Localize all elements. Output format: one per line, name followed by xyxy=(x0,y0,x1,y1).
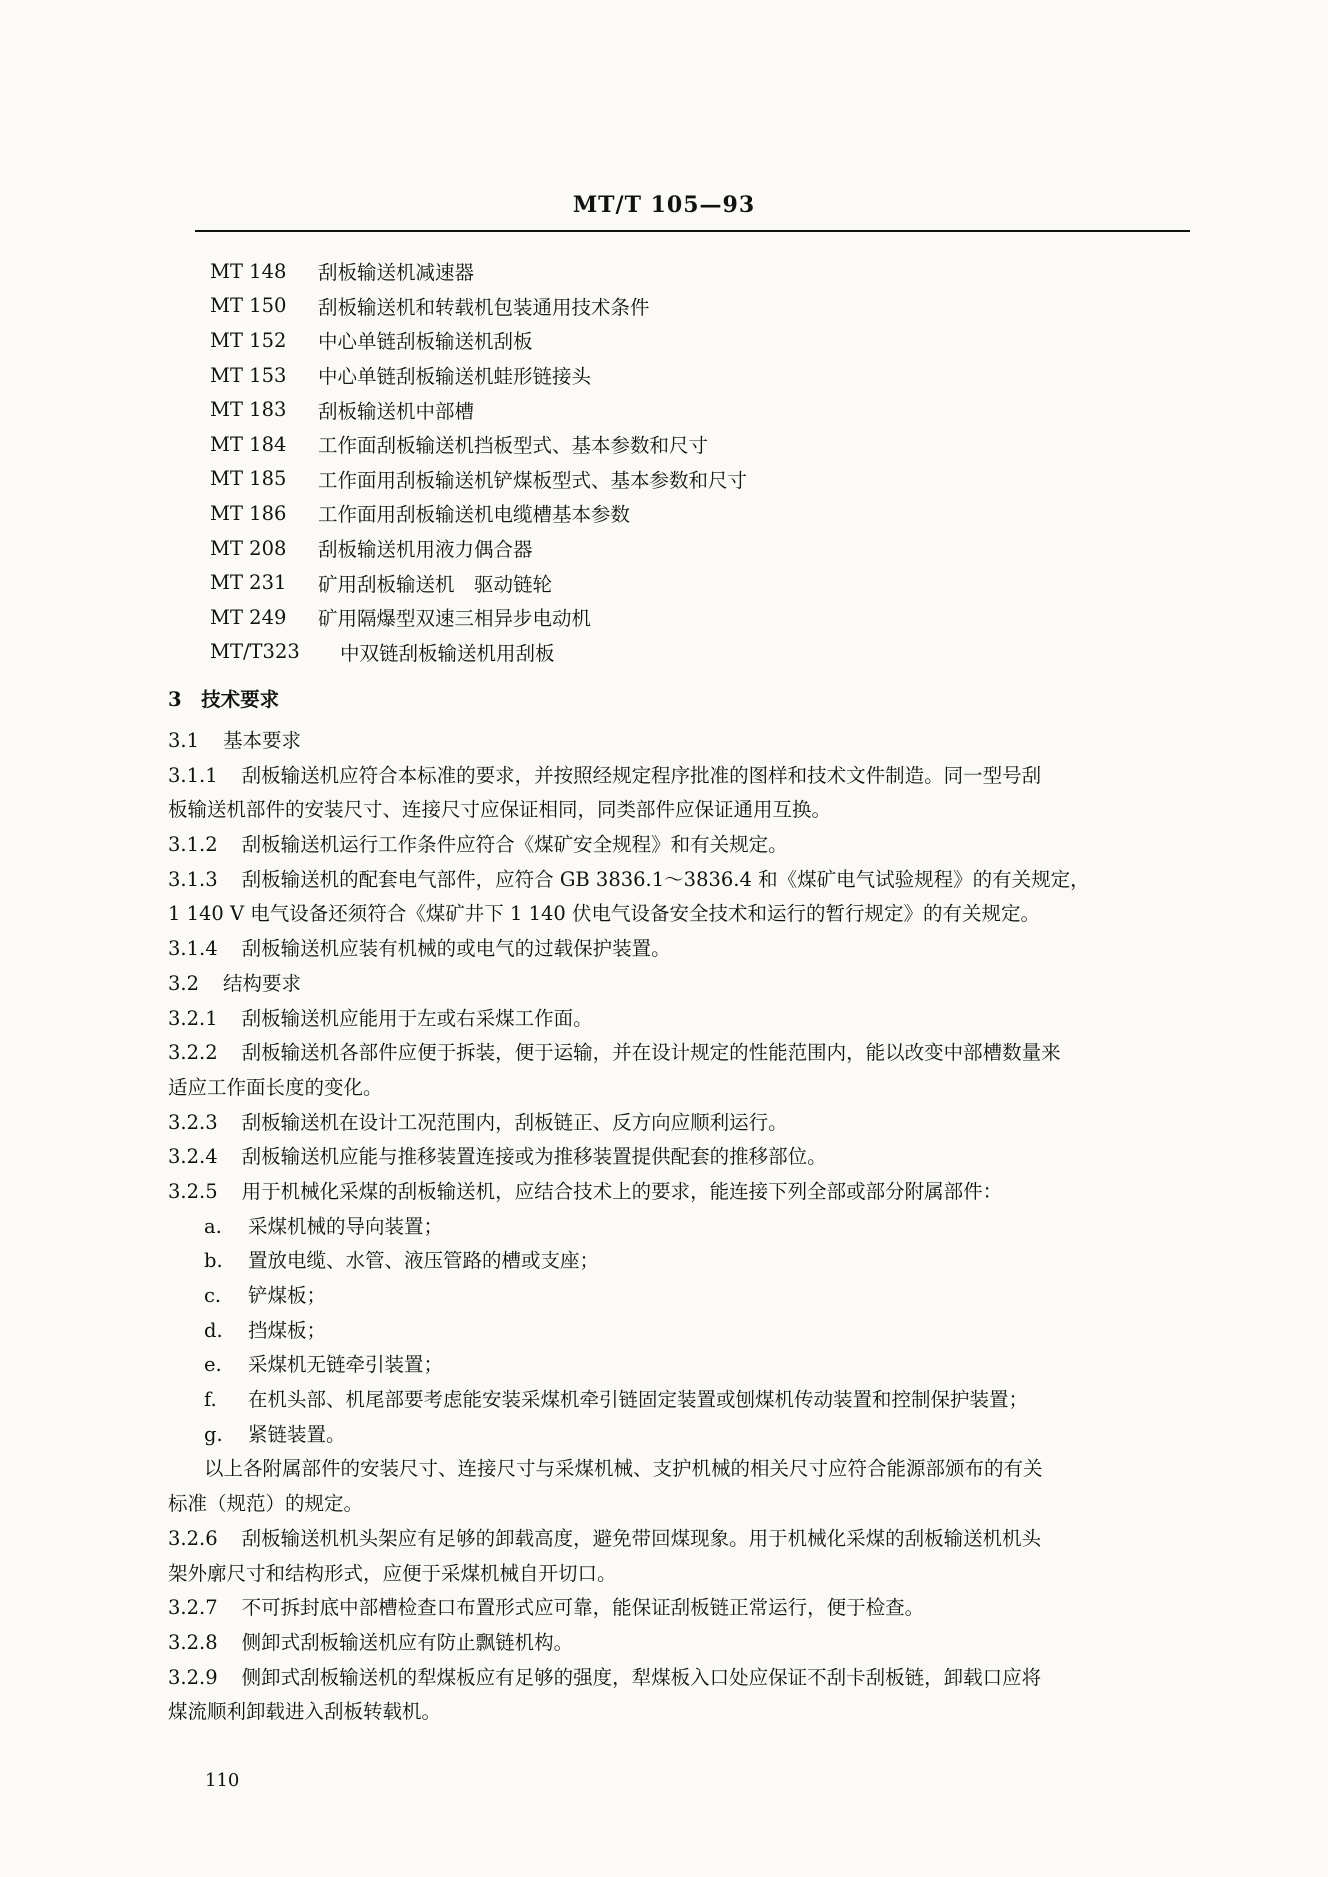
clause-number: 3.2.6 xyxy=(168,1526,218,1550)
list-item xyxy=(210,323,747,358)
std-code: MT 185 xyxy=(210,467,287,491)
item-text: 采煤机械的导向装置； xyxy=(248,1214,444,1238)
clause-text: 刮板输送机的配套电气部件，应符合 GB 3836.1～3836.4 和《煤矿电气试验规程》的有关规定， xyxy=(241,867,1090,891)
item-text: 挡煤板； xyxy=(248,1318,327,1342)
page-number: 110 xyxy=(205,1770,240,1791)
item-text: 置放电缆、水管、液压管路的槽或支座； xyxy=(248,1249,600,1273)
clause-text: 刮板输送机在设计工况范围内，刮板链正、反方向应顺利运行。 xyxy=(241,1110,788,1134)
std-title: 矿用刮板输送机 驱动链轮 xyxy=(318,572,553,596)
std-title: 中心单链刮板输送机刮板 xyxy=(318,330,533,354)
clause-3-1-3-cont: 1 140 V 电气设备还须符合《煤矿井下 1 140 伏电气设备安全技术和运行的暂行规定》的有关规定。 xyxy=(168,902,1041,926)
list-item xyxy=(168,1418,1198,1453)
std-code: MT 148 xyxy=(210,259,287,283)
clause-text: 刮板输送机应装有机械的或电气的过载保护装置。 xyxy=(241,937,671,961)
std-title: 刮板输送机减速器 xyxy=(318,261,475,285)
clause-number: 3.2.2 xyxy=(168,1041,218,1065)
item-marker: b. xyxy=(204,1249,223,1273)
section-title: 3 技术要求 xyxy=(168,688,280,711)
clause-number: 3.2.8 xyxy=(168,1630,218,1654)
list-item xyxy=(210,462,747,497)
std-title: 工作面用刮板输送机电缆槽基本参数 xyxy=(318,503,631,527)
clause-number: 3.2.3 xyxy=(168,1110,218,1134)
std-code: MT 152 xyxy=(210,328,287,352)
item-marker: g. xyxy=(204,1422,223,1446)
clause-text: 侧卸式刮板输送机的犁煤板应有足够的强度，犁煤板入口处应保证不刮卡刮板链，卸载口应将 xyxy=(241,1665,1042,1689)
clause-title: 结构要求 xyxy=(223,971,302,995)
item-marker: e. xyxy=(204,1353,222,1377)
std-title: 刮板输送机和转载机包装通用技术条件 xyxy=(318,295,650,319)
section-3-body xyxy=(168,682,1198,1730)
clause-number: 3.2.4 xyxy=(168,1145,218,1169)
item-text: 在机头部、机尾部要考虑能安装采煤机牵引链固定装置或刨煤机传动装置和控制保护装置； xyxy=(248,1388,1029,1412)
list-item xyxy=(210,427,747,462)
std-code: MT/T323 xyxy=(210,640,300,664)
std-title: 中心单链刮板输送机蛙形链接头 xyxy=(318,365,592,389)
clause-3-2-3 xyxy=(168,1106,1198,1141)
clause-number: 3.2.9 xyxy=(168,1665,218,1689)
clause-3-2-4 xyxy=(168,1140,1198,1175)
clause-3-2-6-cont: 架外廓尺寸和结构形式，应便于采煤机械自开切口。 xyxy=(168,1561,617,1585)
list-item xyxy=(210,358,747,393)
std-code: MT 231 xyxy=(210,571,287,595)
list-item xyxy=(210,289,747,324)
list-item xyxy=(210,496,747,531)
item-marker: f. xyxy=(204,1388,217,1412)
std-code: MT 186 xyxy=(210,501,287,525)
clause-text: 不可拆封底中部槽检查口布置形式应可靠，能保证刮板链正常运行，便于检查。 xyxy=(241,1596,925,1620)
clause-text: 用于机械化采煤的刮板输送机，应结合技术上的要求，能连接下列全部或部分附属部件： xyxy=(241,1179,1003,1203)
clause-number: 3.1.2 xyxy=(168,833,218,857)
list-item xyxy=(210,254,747,289)
std-title: 刮板输送机中部槽 xyxy=(318,399,475,423)
clause-text: 刮板输送机各部件应便于拆装，便于运输，并在设计规定的性能范围内，能以改变中部槽数量来 xyxy=(241,1041,1061,1065)
std-title: 刮板输送机用液力偶合器 xyxy=(318,538,533,562)
std-code: MT 153 xyxy=(210,363,287,387)
std-code: MT 249 xyxy=(210,605,287,629)
clause-number: 3.1.3 xyxy=(168,867,218,891)
clause-number: 3.2.1 xyxy=(168,1006,218,1030)
clause-text: 刮板输送机应符合本标准的要求，并按照经规定程序批准的图样和技术文件制造。同一型号刮 xyxy=(241,763,1042,787)
list-item xyxy=(168,1244,1198,1279)
clause-text: 刮板输送机机头架应有足够的卸载高度，避免带回煤现象。用于机械化采煤的刮板输送机机头 xyxy=(241,1526,1042,1550)
clause-3-2-9 xyxy=(168,1661,1198,1696)
item-marker: a. xyxy=(204,1214,222,1238)
list-item xyxy=(210,635,747,670)
list-item xyxy=(168,1383,1198,1418)
clause-text: 刮板输送机运行工作条件应符合《煤矿安全规程》和有关规定。 xyxy=(241,833,788,857)
clause-3-1-1 xyxy=(168,759,1198,794)
std-code: MT 208 xyxy=(210,536,287,560)
list-item xyxy=(210,531,747,566)
clause-3-2-2-cont: 适应工作面长度的变化。 xyxy=(168,1075,383,1099)
paragraph-after-items-cont: 标准（规范）的规定。 xyxy=(168,1492,364,1516)
std-code: MT 183 xyxy=(210,398,287,422)
std-title: 工作面刮板输送机挡板型式、基本参数和尺寸 xyxy=(318,434,709,458)
clause-number: 3.2 xyxy=(168,971,200,995)
std-title: 矿用隔爆型双速三相异步电动机 xyxy=(318,607,592,631)
item-text: 采煤机无链牵引装置； xyxy=(248,1353,444,1377)
clause-text: 刮板输送机应能与推移装置连接或为推移装置提供配套的推移部位。 xyxy=(241,1145,827,1169)
clause-3-2-8 xyxy=(168,1626,1198,1661)
clause-3-1-2 xyxy=(168,828,1198,863)
std-code: MT 150 xyxy=(210,294,287,318)
header-rule xyxy=(195,230,1190,232)
std-code: MT 184 xyxy=(210,432,287,456)
std-title: 中双链刮板输送机用刮板 xyxy=(340,641,555,665)
clause-3-2-7 xyxy=(168,1591,1198,1626)
list-item xyxy=(168,1348,1198,1383)
list-item xyxy=(210,600,747,635)
list-item xyxy=(168,1210,1198,1245)
clause-3-2-2 xyxy=(168,1036,1198,1071)
clause-text: 侧卸式刮板输送机应有防止飘链机构。 xyxy=(241,1630,574,1654)
clause-3-2-6 xyxy=(168,1522,1198,1557)
item-marker: c. xyxy=(204,1284,222,1307)
clause-number: 3.1.1 xyxy=(168,763,218,787)
clause-text: 刮板输送机应能用于左或右采煤工作面。 xyxy=(241,1006,593,1030)
clause-number: 3.2.5 xyxy=(168,1179,218,1203)
list-item xyxy=(168,1279,1198,1314)
clause-3-1-4 xyxy=(168,932,1198,967)
clause-3-1-3 xyxy=(168,863,1198,898)
referenced-standards-list xyxy=(210,254,747,669)
clause-number: 3.2.7 xyxy=(168,1596,218,1620)
page-header-standard-code: MT/T 105—93 xyxy=(572,192,756,218)
paragraph-after-items: 以上各附属部件的安装尺寸、连接尺寸与采煤机械、支护机械的相关尺寸应符合能源部颁布的有关 xyxy=(204,1457,1043,1481)
list-item xyxy=(210,565,747,600)
item-text: 铲煤板； xyxy=(248,1284,327,1307)
clause-number: 3.1 xyxy=(168,729,200,752)
clause-3-1 xyxy=(168,724,1198,759)
clause-number: 3.1.4 xyxy=(168,937,218,961)
item-text: 紧链装置。 xyxy=(248,1422,346,1446)
list-item xyxy=(210,392,747,427)
clause-title: 基本要求 xyxy=(223,729,302,752)
std-title: 工作面用刮板输送机铲煤板型式、基本参数和尺寸 xyxy=(318,468,748,492)
clause-3-2 xyxy=(168,967,1198,1002)
clause-3-2-1 xyxy=(168,1002,1198,1037)
item-marker: d. xyxy=(204,1318,223,1342)
clause-3-1-1-cont: 板输送机部件的安装尺寸、连接尺寸应保证相同，同类部件应保证通用互换。 xyxy=(168,798,832,822)
list-item xyxy=(168,1314,1198,1349)
clause-3-2-9-cont: 煤流顺利卸载进入刮板转载机。 xyxy=(168,1700,442,1724)
clause-3-2-5 xyxy=(168,1175,1198,1210)
